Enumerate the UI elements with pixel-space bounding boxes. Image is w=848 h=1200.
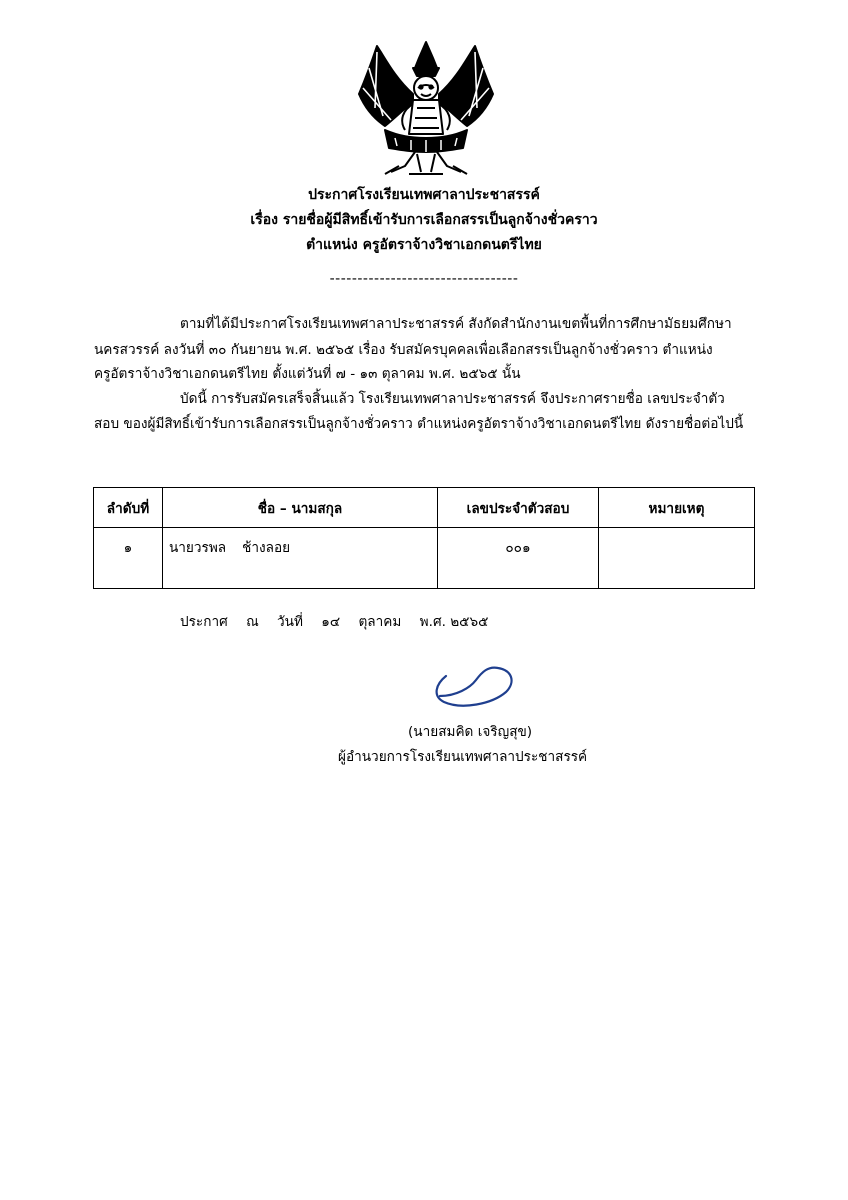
cell-first-name: นายวรพล — [169, 540, 227, 556]
signature-scribble — [428, 662, 518, 712]
col-header-number: ลำดับที่ — [94, 488, 163, 528]
date-month: ตุลาคม — [358, 614, 402, 630]
date-word-day: วันที่ — [277, 614, 303, 630]
col-header-name: ชื่อ – นามสกุล — [163, 488, 438, 528]
cell-name — [163, 528, 438, 589]
announcement-subject: เรื่อง รายชื่อผู้มีสิทธิ์เข้ารับการเลือกสรรเป็นลูกจ้างชั่วคราว — [250, 212, 598, 228]
cell-note — [599, 528, 755, 589]
col-header-exam-id: เลขประจำตัวสอบ — [438, 488, 599, 528]
date-year: พ.ศ. ๒๕๖๕ — [419, 614, 489, 630]
date-word-at: ณ — [246, 614, 259, 630]
title-divider: ---------------------------------- — [329, 271, 519, 287]
signatory-title: ผู้อำนวยการโรงเรียนเทพศาลาประชาสรรค์ — [338, 749, 588, 765]
date-word-announce: ประกาศ — [180, 614, 228, 630]
table-row — [94, 528, 755, 589]
announcement-date-line — [180, 612, 488, 632]
paragraph-1-line-3: ครูอัตราจ้างวิชาเอกดนตรีไทย ตั้งแต่วันที่ ๗ - ๑๓ ตุลาคม พ.ศ. ๒๕๖๕ นั้น — [94, 366, 521, 382]
paragraph-1-line-2: นครสวรรค์ ลงวันที่ ๓๐ กันยายน พ.ศ. ๒๕๖๕ เรื่อง รับสมัครบุคคลเพื่อเลือกสรรเป็นลูกจ้างชั่วคราว ตำแหน่ง — [94, 342, 713, 358]
announcement-title: ประกาศโรงเรียนเทพศาลาประชาสรรค์ — [308, 187, 540, 203]
announcement-position: ตำแหน่ง ครูอัตราจ้างวิชาเอกดนตรีไทย — [306, 237, 542, 253]
cell-number: ๑ — [94, 528, 163, 589]
candidates-table — [93, 487, 755, 589]
col-header-note: หมายเหตุ — [599, 488, 755, 528]
paragraph-2-line-2: สอบ ของผู้มีสิทธิ์เข้ารับการเลือกสรรเป็นลูกจ้างชั่วคราว ตำแหน่งครูอัตราจ้างวิชาเอกดนตรีไทย ดังรายชื่อต่อไปนี้ — [94, 416, 744, 432]
paragraph-1-line-1: ตามที่ได้มีประกาศโรงเรียนเทพศาลาประชาสรรค์ สังกัดสำนักงานเขตพื้นที่การศึกษามัธยมศึกษา — [180, 316, 732, 332]
cell-exam-id: ๐๐๑ — [438, 528, 599, 589]
garuda-emblem-icon — [355, 38, 497, 178]
cell-last-name: ช้างลอย — [242, 540, 291, 556]
table-header-row — [94, 488, 755, 528]
signatory-name: (นายสมคิด เจริญสุข) — [408, 724, 533, 740]
date-day: ๑๔ — [321, 614, 341, 630]
paragraph-2-line-1: บัดนี้ การรับสมัครเสร็จสิ้นแล้ว โรงเรียนเทพศาลาประชาสรรค์ จึงประกาศรายชื่อ เลขประจำตัว — [180, 391, 725, 407]
